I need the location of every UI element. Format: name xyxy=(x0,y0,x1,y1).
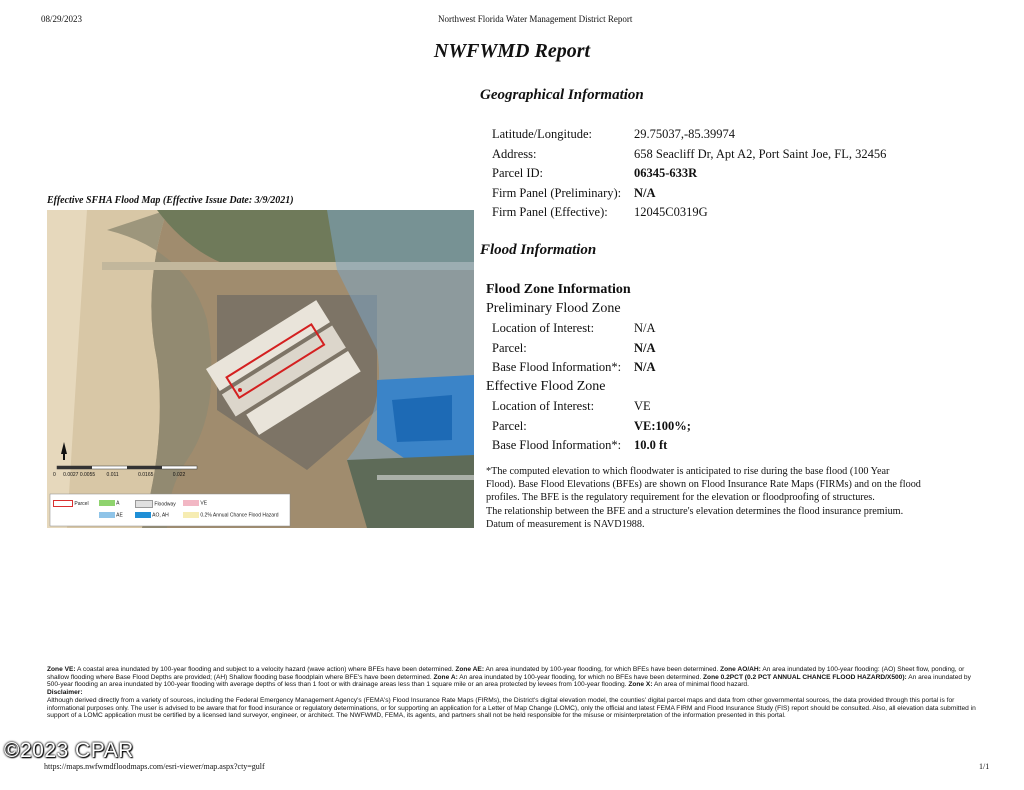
flood-zone-info-title: Flood Zone Information xyxy=(486,282,631,297)
footnote-line: Datum of measurement is NAVD1988. xyxy=(486,518,645,530)
zone-term: Zone 0.2PCT (0.2 PCT ANNUAL CHANCE FLOOD HAZARD/X500): xyxy=(703,673,907,681)
zone-term: Zone AE: xyxy=(455,666,485,673)
scale-label: 0.011 xyxy=(106,472,119,478)
legend-swatch xyxy=(99,512,115,518)
zone-term: Zone X: xyxy=(628,681,653,689)
geo-label: Address: xyxy=(492,147,537,161)
flood-value: N/A xyxy=(634,321,656,335)
print-date: 08/29/2023 xyxy=(41,14,83,24)
scale-label: 0.0055 xyxy=(79,472,96,478)
legend-swatch xyxy=(53,500,73,507)
zone-desc: An area inundated by 100-year flooding: (AO) Sheet flow, ponding, or shallow flooding where Base Flood Depths are provided; (AH) Shallow flooding base floodplain where BFE's have been determined. xyxy=(47,666,965,681)
flood-label: Parcel: xyxy=(492,341,527,355)
zone-definitions-footer xyxy=(47,666,982,720)
geo-value: 06345-633R xyxy=(634,166,698,180)
flood-value: N/A xyxy=(634,341,656,355)
preliminary-zone-title: Preliminary Flood Zone xyxy=(486,301,621,316)
footnote-line: *The computed elevation to which floodwater is anticipated to rise during the base flood (100 Year xyxy=(486,466,890,477)
zone-term: Zone VE: xyxy=(47,666,76,673)
geo-label: Latitude/Longitude: xyxy=(492,127,592,141)
legend-label: VE xyxy=(200,500,208,507)
footnote-line: Flood). Base Flood Elevations (BFEs) are shown on Flood Insurance Rate Maps (FIRMs) and on the flood xyxy=(486,479,921,491)
disclaimer-text: Although derived directly from a variety of sources, including the Federal Emergency Management Agency's (FEMA's) Flood Insurance Rate Maps (FIRMs), the District's digital elevation model, the counties' digital parcel maps and data from other governmental sources, the data provided through this portal is for informational purposes only. The user is advised to be aware that for flood insurance or regulatory determinations, or for supporting an application for a Letter of Map Change (LOMC), only the official and latest FEMA FIRM and Flood Insurance Study (FIS) report should be consulted. Also, all elevation data submitted in support of a LOMC application must be certified by a licensed land surveyor, engineer, or architect. The NWFWMD, FEMA, its agents, and partners shall not be held responsible for the misuse or misinterpretation of the information presented in this portal. xyxy=(47,696,976,720)
geo-label: Parcel ID: xyxy=(492,166,544,180)
legend-item-ae xyxy=(99,512,123,518)
legend-label: 0.2% Annual Chance Flood Hazard xyxy=(200,512,279,519)
flood-section-title: Flood Information xyxy=(480,242,597,258)
legend-item-parcel xyxy=(53,500,89,507)
geo-value: 12045C0319G xyxy=(634,205,708,219)
copyright-watermark: ©2023 CPAR xyxy=(4,739,134,762)
flood-label: Base Flood Information*: xyxy=(492,360,622,374)
footnote-line: The relationship between the BFE and a structure's elevation determines the flood insurance premium. xyxy=(486,505,904,517)
scale-label: 0.022 xyxy=(172,472,186,478)
flood-value: 10.0 ft xyxy=(634,438,668,452)
zone-desc: An area inundated by 100-year flooding, for which BFEs have been determined. xyxy=(484,666,721,673)
legend-swatch xyxy=(183,512,199,518)
flood-value: VE xyxy=(634,399,651,413)
zone-desc: A coastal area inundated by 100-year flooding and subject to a velocity hazard (wave action) where BFEs have been determined. xyxy=(75,666,456,673)
legend-item-0-2-pct xyxy=(183,512,279,518)
map-legend xyxy=(53,498,287,524)
scale-labels xyxy=(53,472,185,478)
legend-label: A xyxy=(116,500,120,507)
legend-item-floodway xyxy=(135,500,176,508)
legend-label: Parcel xyxy=(74,500,89,507)
geo-section-title: Geographical Information xyxy=(480,87,644,103)
disclaimer-heading: Disclaimer: xyxy=(47,689,83,697)
flood-label: Base Flood Information*: xyxy=(492,438,622,452)
legend-item-ve xyxy=(183,500,207,506)
flood-value: N/A xyxy=(634,360,656,374)
legend-swatch xyxy=(183,500,199,506)
geo-value: N/A xyxy=(634,186,656,200)
zone-desc: An area inundated by 500-year flooding an area inundated by 100-year flooding with average depths of less than 1 foot or with drainage areas less than 1 square mile or an area protected by levees from 100-year flooding. xyxy=(47,673,971,689)
scale-label: 0.0027 xyxy=(63,472,79,478)
flood-label: Location of Interest: xyxy=(492,399,595,413)
page-number: 1/1 xyxy=(979,762,990,771)
legend-swatch xyxy=(135,512,151,518)
legend-label: AO, AH xyxy=(152,512,169,519)
zone-definitions xyxy=(47,666,982,689)
zone-desc: An area of minimal flood hazard. xyxy=(652,681,749,689)
report-header-name: Northwest Florida Water Management District Report xyxy=(438,14,633,24)
footnote-line: profiles. The BFE is the regulatory requirement for the elevation or floodproofing of structures. xyxy=(486,492,875,504)
map-caption: Effective SFHA Flood Map (Effective Issue Date: 3/9/2021) xyxy=(47,195,294,206)
flood-label: Parcel: xyxy=(492,419,527,433)
geo-label: Firm Panel (Preliminary): xyxy=(492,186,622,200)
bfe-footnote xyxy=(486,465,956,531)
zone-term: Zone AO/AH: xyxy=(720,666,761,673)
geo-value: 29.75037,-85.39974 xyxy=(634,127,736,141)
zone-desc: An area inundated by 100-year flooding, for which no BFEs have been determined. xyxy=(457,673,704,681)
flood-map-image xyxy=(47,210,474,528)
legend-item-a xyxy=(99,500,119,506)
page-title: NWFWMD Report xyxy=(433,40,591,62)
scale-label: 0.0165 xyxy=(138,472,154,478)
scale-label: 0 xyxy=(53,472,56,478)
legend-swatch xyxy=(135,500,153,508)
flood-label: Location of Interest: xyxy=(492,321,595,335)
flood-map[interactable] xyxy=(47,210,474,528)
legend-label: AE xyxy=(116,512,123,519)
geo-label: Firm Panel (Effective): xyxy=(492,205,608,219)
legend-swatch xyxy=(99,500,115,506)
geo-value: 658 Seacliff Dr, Apt A2, Port Saint Joe, FL, 32456 xyxy=(634,147,887,161)
legend-label: Floodway xyxy=(154,501,176,508)
disclaimer-title xyxy=(47,689,982,697)
flood-value: VE:100%; xyxy=(634,419,691,433)
zone-term: Zone A: xyxy=(433,673,458,681)
source-url[interactable]: https://maps.nwfwmdfloodmaps.com/esri-viewer/map.aspx?cty=gulf xyxy=(44,762,265,771)
legend-item-ao-ah xyxy=(135,512,169,518)
effective-zone-title: Effective Flood Zone xyxy=(486,379,606,394)
